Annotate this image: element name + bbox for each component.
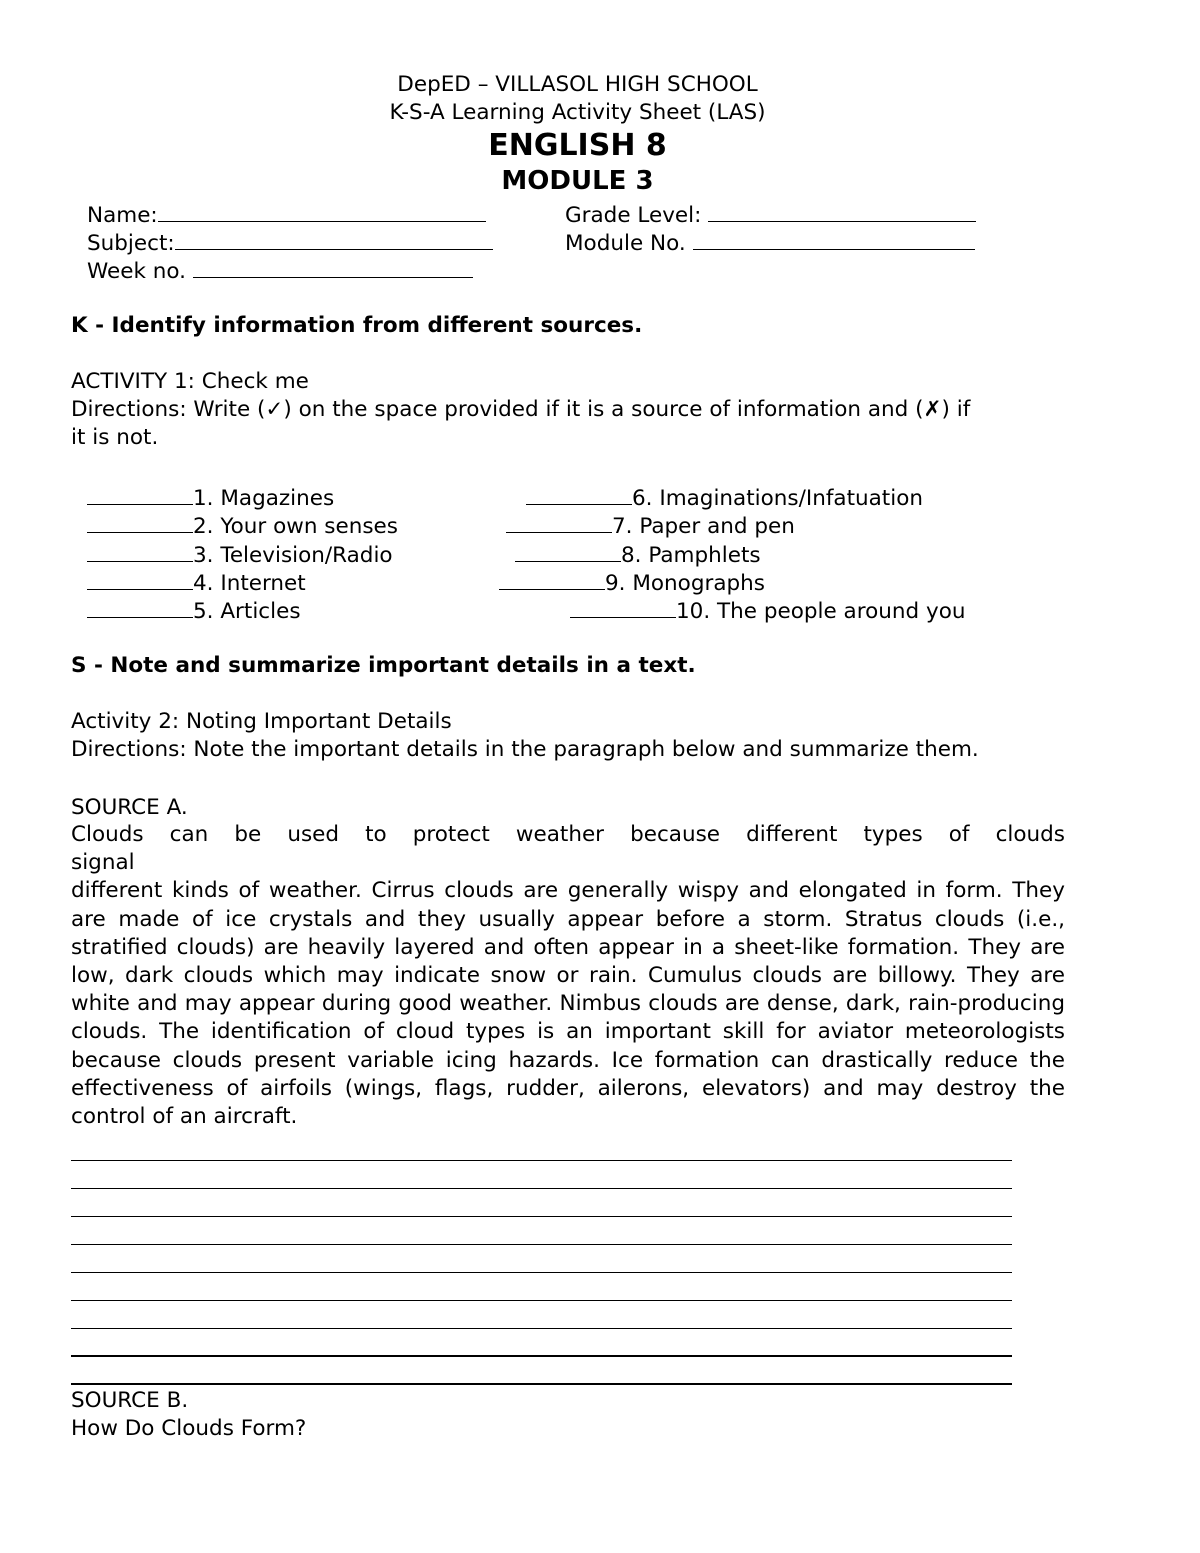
sheet-title: K-S-A Learning Activity Sheet (LAS) [389, 100, 766, 125]
activity-1-directions: Directions: Write (✓) on the space provided if it is a source of information and (✗) if [71, 397, 971, 422]
week-field[interactable] [87, 257, 473, 283]
subject-blank[interactable] [175, 229, 493, 250]
name-blank[interactable] [158, 201, 486, 222]
answer-line[interactable] [71, 1160, 1012, 1161]
name-field[interactable] [87, 201, 486, 227]
source-a-first-line: Clouds can be used to protect weather because different types of clouds [71, 822, 1065, 847]
answer-line[interactable] [71, 1328, 1012, 1329]
list-item: 7. Paper and pen [506, 512, 795, 538]
week-label: Week no. [87, 259, 186, 284]
list-item: 5. Articles [87, 597, 301, 623]
section-k-heading: K - Identify information from different sources. [71, 313, 643, 338]
activity-1-title: ACTIVITY 1: Check me [71, 369, 309, 394]
answer-blank[interactable] [506, 512, 612, 533]
source-a-label: SOURCE A. [71, 795, 188, 820]
answer-blank[interactable] [526, 484, 632, 505]
list-item: 8. Pamphlets [515, 541, 761, 567]
section-s-heading: S - Note and summarize important details in a text. [71, 653, 696, 678]
list-item: 2. Your own senses [87, 512, 398, 538]
answer-blank[interactable] [87, 512, 193, 533]
source-a-body: different kinds of weather. Cirrus clouds are generally wispy and elongated in form. They are made of ice crystals and they usually appear before a storm. Stratus clouds (i.e., stratified clouds) are heavily layered and often appear in a sheet-like formation. They are low, dark clouds which may indicate snow or rain. Cumulus clouds are billowy. They are white and may appear during good weather. Nimbus clouds are dense, dark, rain-producing clouds. The identification of cloud types is an important skill for aviator meteorologists because clouds present variable icing hazards. Ice formation can drastically reduce the effectiveness of airfoils (wings, flags, rudder, ailerons, elevators) and may destroy the control of an aircraft. [71, 878, 1065, 1130]
source-a-paragraph [71, 821, 1065, 1131]
answer-blank[interactable] [87, 484, 193, 505]
grade-level-field[interactable] [565, 201, 976, 227]
subject-title: ENGLISH 8 [488, 128, 667, 163]
answer-line[interactable] [71, 1355, 1012, 1357]
answer-line[interactable] [71, 1244, 1012, 1245]
answer-line[interactable] [71, 1272, 1012, 1273]
module-no-field[interactable] [565, 229, 975, 255]
grade-level-blank[interactable] [708, 201, 976, 222]
activity-1-directions-cont: it is not. [71, 425, 159, 450]
activity-2-directions: Directions: Note the important details in the paragraph below and summarize them. [71, 737, 979, 762]
answer-blank[interactable] [87, 569, 193, 590]
list-item: 4. Internet [87, 569, 306, 595]
school-name: DepED – VILLASOL HIGH SCHOOL [397, 72, 758, 97]
answer-blank[interactable] [499, 569, 605, 590]
subject-label: Subject: [87, 231, 175, 256]
module-no-blank[interactable] [693, 229, 975, 250]
list-item: 9. Monographs [499, 569, 765, 595]
list-item: 1. Magazines [87, 484, 334, 510]
answer-line[interactable] [71, 1188, 1012, 1189]
source-b-label: SOURCE B. [71, 1388, 189, 1413]
answer-blank[interactable] [87, 541, 193, 562]
list-item: 6. Imaginations/Infatuation [526, 484, 923, 510]
answer-line[interactable] [71, 1300, 1012, 1301]
name-label: Name: [87, 203, 158, 228]
answer-blank[interactable] [570, 597, 676, 618]
source-a-second-line: signal [71, 850, 135, 876]
list-item: 3. Television/Radio [87, 541, 393, 567]
answer-line[interactable] [71, 1216, 1012, 1217]
list-item: 10. The people around you [570, 597, 966, 623]
module-title: MODULE 3 [501, 166, 654, 196]
activity-2-title: Activity 2: Noting Important Details [71, 709, 452, 734]
grade-level-label: Grade Level: [565, 203, 702, 228]
answer-blank[interactable] [515, 541, 621, 562]
source-b-title: How Do Clouds Form? [71, 1416, 307, 1441]
week-blank[interactable] [193, 257, 473, 278]
module-no-label: Module No. [565, 231, 686, 256]
answer-blank[interactable] [87, 597, 193, 618]
subject-field[interactable] [87, 229, 493, 255]
answer-line[interactable] [71, 1383, 1012, 1385]
